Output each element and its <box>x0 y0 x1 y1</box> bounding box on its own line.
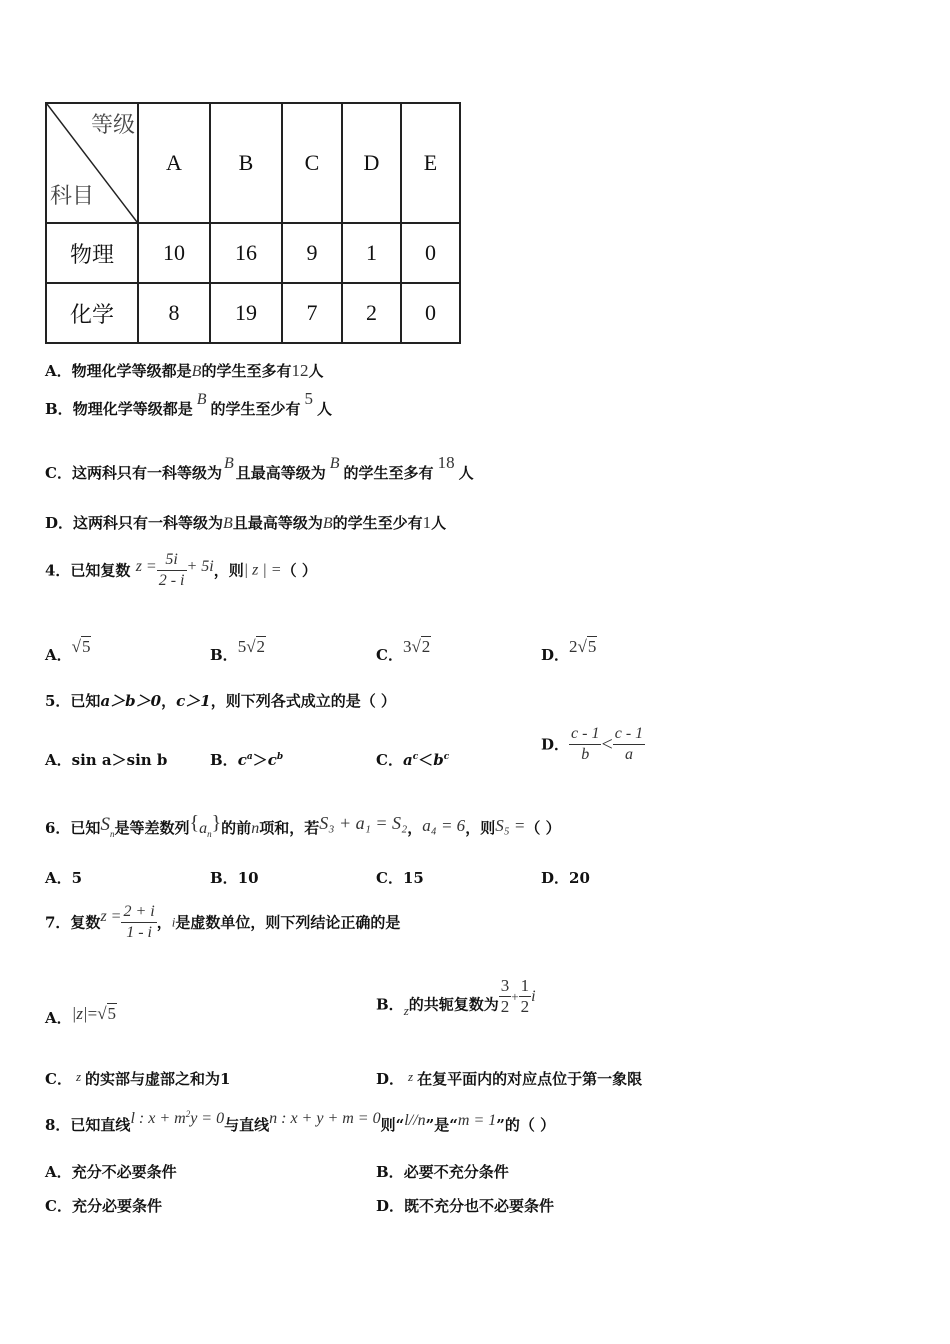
math-number: 12 <box>291 361 309 380</box>
option-label: B． <box>45 400 73 418</box>
question-text: 与直线 <box>224 1116 270 1134</box>
fraction-right <box>613 724 645 765</box>
question-text: 5．已知 <box>45 692 101 710</box>
table-cell: 10 <box>138 223 210 283</box>
math-number: 18 <box>437 453 455 472</box>
fraction-denominator: 1 - i <box>121 922 156 943</box>
math-relation: < <box>601 733 613 756</box>
option-text: 既不充分也不必要条件 <box>404 1197 555 1215</box>
q8-option-b <box>376 1161 509 1182</box>
math-expr: n : x + y + m = 0 <box>269 1110 381 1127</box>
grade-header: D <box>342 103 401 223</box>
q5-option-b <box>210 749 283 770</box>
q3-option-a <box>45 360 323 381</box>
math-exponent: b <box>276 752 284 762</box>
fraction-denominator: 2 <box>500 997 510 1016</box>
table-cell: 8 <box>138 283 210 343</box>
question-text: ，则 <box>213 561 244 580</box>
q7-option-b <box>376 976 536 1025</box>
fraction-denominator: 2 <box>520 997 530 1016</box>
option-label: C． <box>45 464 72 482</box>
math-var: B <box>223 515 233 532</box>
table-cell: 1 <box>342 223 401 283</box>
q7-option-c <box>45 1068 230 1089</box>
q4-option-c <box>376 636 431 664</box>
table-cell: 0 <box>401 283 460 343</box>
math-exponent: c <box>443 752 450 762</box>
q7-option-d <box>376 1068 642 1089</box>
brace-open: { <box>189 812 200 834</box>
option-label: A． <box>45 362 72 380</box>
fraction-numerator: 3 <box>500 976 510 995</box>
sqrt-sign: √ <box>246 637 256 656</box>
math-expr: z = <box>100 907 122 925</box>
fraction-numerator: c - 1 <box>614 725 644 742</box>
table-cell: 0 <box>401 223 460 283</box>
option-text: 且最高等级为 <box>235 464 326 482</box>
option-text: 且最高等级为 <box>232 514 323 532</box>
option-label: C． <box>45 1070 72 1088</box>
option-label: B． <box>376 995 404 1014</box>
option-text: 的共轭复数为 <box>408 995 499 1014</box>
math-expr: sin a＞sin b <box>71 751 168 769</box>
question-text: 的（ ） <box>504 1116 556 1134</box>
math-expr: a₄ = 6 <box>422 816 466 835</box>
math-var: n <box>251 820 260 837</box>
q6-option-d <box>541 867 590 888</box>
quote-mark: ” <box>496 1116 505 1134</box>
fraction-three-halves <box>499 976 512 1017</box>
sqrt-radicand: 5 <box>81 637 91 656</box>
option-label: C． <box>45 1197 72 1215</box>
math-var: B <box>329 455 340 472</box>
option-label: C． <box>376 869 403 887</box>
table-cell: 2 <box>342 283 401 343</box>
quote-mark: ” <box>425 1116 435 1134</box>
option-text: 物理化学等级都是 <box>71 362 192 380</box>
question-text: （ ） <box>281 561 317 580</box>
sqrt-sign: √ <box>97 1004 107 1023</box>
option-label: A． <box>45 869 72 887</box>
math-expr: S₃ + a₁ = S₂ <box>319 813 408 833</box>
q6-stem <box>45 812 561 839</box>
q5-stem <box>45 690 396 711</box>
fraction-denominator: b <box>569 744 601 765</box>
question-text: 是等差数列 <box>114 819 190 837</box>
q7-fraction <box>121 902 156 943</box>
option-label: C． <box>376 751 403 769</box>
corner-cell <box>46 103 138 223</box>
table-row <box>46 283 460 343</box>
q4-stem <box>45 550 317 591</box>
subject-cell: 物理 <box>46 223 138 283</box>
q4-option-a <box>45 636 91 664</box>
math-number: 5 <box>237 637 247 656</box>
option-label: A． <box>45 751 72 769</box>
math-number: 1 <box>422 513 432 532</box>
option-label: D． <box>541 646 570 664</box>
math-var: a <box>199 820 208 837</box>
math-expr: + 5i <box>186 557 214 575</box>
option-text: 充分不必要条件 <box>71 1163 177 1181</box>
fraction-denominator: a <box>613 744 645 765</box>
option-label: A． <box>45 646 72 664</box>
question-text: 项和，若 <box>259 819 320 837</box>
fraction-denominator: 2 - i <box>158 572 185 589</box>
question-text: ， <box>407 819 423 837</box>
option-text: 这两科只有一科等级为 <box>73 514 224 532</box>
question-text: 是虚数单位，则下列结论正确的是 <box>175 913 401 932</box>
table-row <box>46 223 460 283</box>
option-label: A． <box>45 1163 72 1181</box>
table-cell: 19 <box>210 283 282 343</box>
grade-header: E <box>401 103 460 223</box>
option-label: B． <box>376 1163 404 1181</box>
math-number: 3 <box>402 637 412 656</box>
math-expr: l//n <box>404 1112 426 1129</box>
math-expr: a＞b＞0 <box>100 692 162 710</box>
option-label: B． <box>210 869 238 887</box>
math-expr: S₅ = <box>495 816 526 835</box>
q8-option-a <box>45 1161 177 1182</box>
math-var: i <box>531 987 536 1005</box>
sqrt-radicand: 5 <box>107 1004 117 1023</box>
question-text: 的前 <box>221 819 252 837</box>
option-text: 必要不充分条件 <box>403 1163 509 1181</box>
option-text: 物理化学等级都是 <box>72 400 193 418</box>
math-expr: m = 1 <box>457 1112 497 1129</box>
math-var: b <box>433 751 444 769</box>
option-text: 人 <box>458 464 474 482</box>
math-var: S <box>100 814 110 835</box>
math-subscript: n <box>109 829 115 839</box>
math-var: B <box>322 515 333 532</box>
q8-option-c <box>45 1195 162 1216</box>
question-text: 4．已知复数 <box>45 561 131 580</box>
math-exponent: 2 <box>185 1109 191 1119</box>
math-expr: y = 0 <box>190 1110 225 1127</box>
sqrt-radicand: 2 <box>256 637 266 656</box>
math-var: z <box>408 1069 414 1084</box>
math-relation: = <box>87 1004 98 1023</box>
question-text: 8．已知直线 <box>45 1116 131 1134</box>
fraction-numerator: 5i <box>165 551 178 568</box>
math-exponent: c <box>412 752 419 762</box>
math-var: c <box>267 751 277 769</box>
option-value: 15 <box>402 869 424 887</box>
grade-header: C <box>282 103 342 223</box>
corner-bottom-label: 科目 <box>50 184 95 209</box>
table-cell: 7 <box>282 283 342 343</box>
subject-cell: 化学 <box>46 283 138 343</box>
quote-mark: “ <box>395 1116 405 1134</box>
question-text: 6．已知 <box>45 819 101 837</box>
option-text: 的学生至多有 <box>343 464 434 482</box>
question-text: ，则 <box>465 819 496 837</box>
q6-option-a <box>45 867 82 888</box>
quote-mark: “ <box>449 1116 458 1134</box>
q5-option-c <box>376 749 449 770</box>
option-text: 的学生至少有 <box>210 400 301 418</box>
fraction-left <box>569 724 601 765</box>
fraction-numerator: 1 <box>520 976 530 995</box>
math-exponent: a <box>246 752 253 762</box>
grade-table <box>45 102 461 344</box>
question-text: 7．复数 <box>45 913 101 932</box>
math-var: i <box>171 914 176 930</box>
math-relation: ＞ <box>252 751 268 769</box>
option-text: 人 <box>317 400 333 418</box>
q4-option-b <box>210 636 266 664</box>
sqrt-radicand: 2 <box>421 637 431 656</box>
math-var: z <box>403 1002 409 1018</box>
option-label: D． <box>376 1070 405 1088</box>
option-text: 的实部与虚部之和为1 <box>85 1070 231 1088</box>
question-text: ， <box>156 913 172 932</box>
option-value: 10 <box>237 869 259 887</box>
q8-option-d <box>376 1195 554 1216</box>
math-var: c <box>237 751 247 769</box>
fraction-one-half <box>519 976 532 1017</box>
math-subscript: n <box>207 829 212 839</box>
option-label: D． <box>376 1197 405 1215</box>
sqrt-radicand: 5 <box>587 637 597 656</box>
option-text: 人 <box>308 362 324 380</box>
q7-stem <box>45 902 400 943</box>
question-text: 是 <box>434 1116 450 1134</box>
option-text: 的学生至多有 <box>201 362 292 380</box>
option-label: D． <box>541 869 570 887</box>
corner-top-label: 等级 <box>90 113 135 138</box>
q6-option-c <box>376 867 424 888</box>
option-text: 在复平面内的对应点位于第一象限 <box>417 1070 643 1088</box>
math-number: 5 <box>304 389 313 408</box>
math-var: a <box>402 751 413 769</box>
question-text: ，则下列各式成立的是（ ） <box>210 692 396 710</box>
option-text: 人 <box>431 514 447 532</box>
q7-option-a <box>45 1003 117 1027</box>
fraction-numerator: c - 1 <box>571 725 600 742</box>
math-operator: + <box>511 988 519 1004</box>
sqrt-sign: √ <box>71 637 81 656</box>
q8-stem <box>45 1109 556 1135</box>
option-value: 5 <box>71 869 83 887</box>
math-expr: c＞1 <box>176 692 211 710</box>
option-label: A． <box>45 1009 72 1027</box>
sqrt-sign: √ <box>411 637 421 656</box>
fraction-numerator: 2 + i <box>123 903 155 920</box>
math-expr: |z| <box>71 1004 88 1023</box>
math-number: 2 <box>569 637 578 656</box>
q4-option-d <box>541 636 597 664</box>
math-var: B <box>223 455 234 472</box>
option-label: B． <box>210 646 238 664</box>
q3-option-b <box>45 389 333 419</box>
math-var: B <box>191 363 202 380</box>
option-label: C． <box>376 646 403 664</box>
math-var: z <box>75 1069 82 1084</box>
grade-header: B <box>210 103 282 223</box>
table-header-row <box>46 103 460 223</box>
q5-option-d <box>541 724 645 765</box>
option-text: 的学生至少有 <box>332 514 423 532</box>
option-text: 充分必要条件 <box>71 1197 162 1215</box>
math-expr: z = <box>135 557 157 575</box>
option-value: 20 <box>569 869 590 887</box>
math-expr: | z | = <box>243 561 282 579</box>
option-label: D． <box>541 735 570 754</box>
option-text: 这两科只有一科等级为 <box>71 464 222 482</box>
question-text: ， <box>161 692 177 710</box>
q5-option-a <box>45 749 167 770</box>
brace-close: } <box>211 812 222 834</box>
math-expr: l : x + m <box>130 1110 186 1127</box>
option-label: D． <box>45 514 74 532</box>
option-label: B． <box>210 751 238 769</box>
sqrt-sign: √ <box>577 637 587 656</box>
table-cell: 16 <box>210 223 282 283</box>
math-relation: ＜ <box>418 751 434 769</box>
question-text: 则 <box>380 1116 396 1134</box>
grade-header: A <box>138 103 210 223</box>
q4-fraction <box>157 550 187 591</box>
q3-option-c <box>45 453 474 483</box>
table-cell: 9 <box>282 223 342 283</box>
question-text: （ ） <box>525 819 561 837</box>
math-var: B <box>196 391 207 408</box>
q6-option-b <box>210 867 259 888</box>
q3-option-d <box>45 512 446 533</box>
